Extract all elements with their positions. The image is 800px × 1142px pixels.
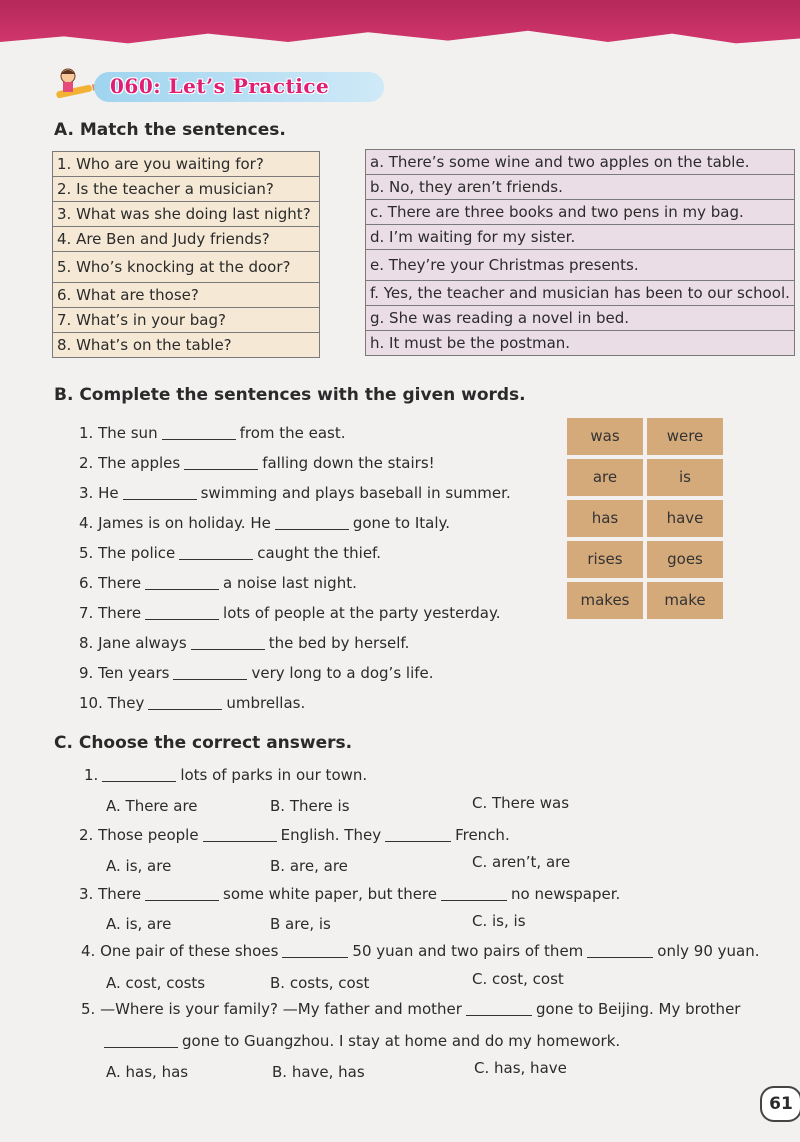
page-title: 060: Let’s Practice xyxy=(110,74,330,98)
answer-cell: d. I’m waiting for my sister. xyxy=(366,225,795,250)
word-bank-cell: are xyxy=(567,459,643,496)
top-decorative-band xyxy=(0,0,800,70)
question-text: no newspaper. xyxy=(511,885,621,903)
word-bank-cell: make xyxy=(647,582,723,619)
sentence-start: 2. The apples xyxy=(79,454,181,472)
sentence-end: falling down the stairs! xyxy=(262,454,435,472)
sentence-start: 9. Ten years xyxy=(79,664,170,682)
option-a[interactable]: A. cost, costs xyxy=(106,974,206,992)
answer-blank[interactable] xyxy=(145,575,219,590)
option-c[interactable]: C. There was xyxy=(472,794,570,812)
answer-blank[interactable] xyxy=(179,545,253,560)
answer-blank[interactable] xyxy=(203,827,277,842)
sentence-start: 3. He xyxy=(79,484,119,502)
answer-blank[interactable] xyxy=(123,485,197,500)
answer-blank[interactable] xyxy=(148,695,222,710)
answer-blank[interactable] xyxy=(441,886,507,901)
word-bank-cell: have xyxy=(647,500,723,537)
question-text: some white paper, but there xyxy=(223,885,437,903)
word-bank-cell: rises xyxy=(567,541,643,578)
sentence-end: the bed by herself. xyxy=(268,634,410,652)
question-text: 50 yuan and two pairs of them xyxy=(352,942,584,960)
answer-blank[interactable] xyxy=(145,886,219,901)
pencil-mascot-icon xyxy=(52,66,100,106)
word-bank-cell: makes xyxy=(567,582,643,619)
option-a[interactable]: A. There are xyxy=(106,797,198,815)
table-row xyxy=(53,283,320,308)
option-a[interactable]: A. is, are xyxy=(106,857,172,875)
question-cell: 8. What’s on the table? xyxy=(53,333,320,358)
question-text: gone to Guangzhou. I stay at home and do my homework. xyxy=(182,1032,621,1050)
question-text: only 90 yuan. xyxy=(657,942,760,960)
answer-blank[interactable] xyxy=(173,665,247,680)
section-a-title: A. Match the sentences. xyxy=(54,120,286,140)
question-text: 5. —Where is your family? —My father and mother xyxy=(81,1000,462,1018)
sentence-start: 1. The sun xyxy=(79,424,158,442)
table-row xyxy=(53,177,320,202)
question-text: gone to Beijing. My brother xyxy=(535,1000,741,1018)
answer-blank[interactable] xyxy=(466,1001,532,1016)
table-row xyxy=(366,250,795,281)
table-row xyxy=(53,202,320,227)
sentence-end: from the east. xyxy=(239,424,346,442)
lesson-header xyxy=(52,66,382,106)
answer-blank[interactable] xyxy=(162,425,236,440)
question-text: lots of parks in our town. xyxy=(180,766,368,784)
fill-sentence xyxy=(79,634,409,652)
option-a[interactable]: A. is, are xyxy=(106,915,172,933)
table-row xyxy=(53,227,320,252)
answer-blank[interactable] xyxy=(282,943,348,958)
fill-sentence xyxy=(79,484,511,502)
sentence-end: umbrellas. xyxy=(226,694,306,712)
table-row xyxy=(366,306,795,331)
question-text: English. They xyxy=(280,826,382,844)
fill-sentence xyxy=(79,694,305,712)
word-bank-cell: is xyxy=(647,459,723,496)
questions-table xyxy=(52,151,320,358)
answer-blank[interactable] xyxy=(184,455,258,470)
question-cell: 1. Who are you waiting for? xyxy=(53,152,320,177)
question-cell: 6. What are those? xyxy=(53,283,320,308)
table-row xyxy=(366,200,795,225)
answer-cell: f. Yes, the teacher and musician has been to our school. xyxy=(366,281,795,306)
question-cell: 7. What’s in your bag? xyxy=(53,308,320,333)
table-row xyxy=(53,333,320,358)
fill-sentence xyxy=(79,574,357,592)
question-text: 3. There xyxy=(79,885,142,903)
question-text: 2. Those people xyxy=(79,826,199,844)
sentence-end: very long to a dog’s life. xyxy=(251,664,434,682)
answer-cell: e. They’re your Christmas presents. xyxy=(366,250,795,281)
option-c[interactable]: C. aren’t, are xyxy=(472,853,571,871)
sentence-end: caught the thief. xyxy=(257,544,382,562)
table-row xyxy=(53,252,320,283)
question-text: 1. xyxy=(84,766,99,784)
answer-blank[interactable] xyxy=(275,515,349,530)
question-cell: 3. What was she doing last night? xyxy=(53,202,320,227)
word-bank-cell: goes xyxy=(647,541,723,578)
option-a[interactable]: A. has, has xyxy=(106,1063,189,1081)
sentence-end: a noise last night. xyxy=(223,574,357,592)
word-bank-cell: were xyxy=(647,418,723,455)
table-row xyxy=(53,152,320,177)
question-line xyxy=(81,942,759,960)
sentence-end: lots of people at the party yesterday. xyxy=(223,604,501,622)
answer-blank[interactable] xyxy=(145,605,219,620)
sentence-start: 6. There xyxy=(79,574,142,592)
sentence-start: 5. The police xyxy=(79,544,176,562)
question-line xyxy=(79,826,510,844)
answer-blank[interactable] xyxy=(191,635,265,650)
answer-blank[interactable] xyxy=(587,943,653,958)
sentence-start: 8. Jane always xyxy=(79,634,187,652)
answer-cell: a. There’s some wine and two apples on the table. xyxy=(366,150,795,175)
table-row xyxy=(366,281,795,306)
question-text: 4. One pair of these shoes xyxy=(81,942,279,960)
sentence-start: 10. They xyxy=(79,694,145,712)
fill-sentence xyxy=(79,514,450,532)
option-b[interactable]: B are, is xyxy=(270,915,331,933)
answer-cell: c. There are three books and two pens in my bag. xyxy=(366,200,795,225)
question-cell: 2. Is the teacher a musician? xyxy=(53,177,320,202)
option-b[interactable]: B. are, are xyxy=(270,857,348,875)
answers-table xyxy=(365,149,795,356)
sentence-end: gone to Italy. xyxy=(352,514,451,532)
sentence-start: 4. James is on holiday. He xyxy=(79,514,271,532)
question-line xyxy=(84,766,367,784)
fill-sentence xyxy=(79,544,381,562)
word-bank-cell: was xyxy=(567,418,643,455)
question-cell: 4. Are Ben and Judy friends? xyxy=(53,227,320,252)
sentence-start: 7. There xyxy=(79,604,142,622)
answer-cell: h. It must be the postman. xyxy=(366,331,795,356)
table-row xyxy=(366,331,795,356)
option-b[interactable]: B. have, has xyxy=(272,1063,365,1081)
answer-cell: g. She was reading a novel in bed. xyxy=(366,306,795,331)
word-bank-cell: has xyxy=(567,500,643,537)
answer-cell: b. No, they aren’t friends. xyxy=(366,175,795,200)
sentence-end: swimming and plays baseball in summer. xyxy=(200,484,511,502)
question-line xyxy=(81,1000,740,1018)
option-b[interactable]: B. There is xyxy=(270,797,350,815)
section-b-title: B. Complete the sentences with the given words. xyxy=(54,385,526,405)
option-b[interactable]: B. costs, cost xyxy=(270,974,370,992)
option-c[interactable]: C. cost, cost xyxy=(472,970,564,988)
question-cell: 5. Who’s knocking at the door? xyxy=(53,252,320,283)
fill-sentence xyxy=(79,454,435,472)
question-line xyxy=(79,885,620,903)
fill-sentence xyxy=(79,604,500,622)
fill-sentence xyxy=(79,424,346,442)
answer-blank[interactable] xyxy=(104,1033,178,1048)
option-c[interactable]: C. is, is xyxy=(472,912,526,930)
option-c[interactable]: C. has, have xyxy=(474,1059,567,1077)
table-row xyxy=(53,308,320,333)
table-row xyxy=(366,225,795,250)
answer-blank[interactable] xyxy=(385,827,451,842)
section-c-title: C. Choose the correct answers. xyxy=(54,733,353,753)
page-number: 61 xyxy=(760,1086,800,1122)
table-row xyxy=(366,150,795,175)
question-line xyxy=(104,1032,620,1050)
fill-sentence xyxy=(79,664,434,682)
question-text: French. xyxy=(455,826,510,844)
table-row xyxy=(366,175,795,200)
answer-blank[interactable] xyxy=(102,767,176,782)
